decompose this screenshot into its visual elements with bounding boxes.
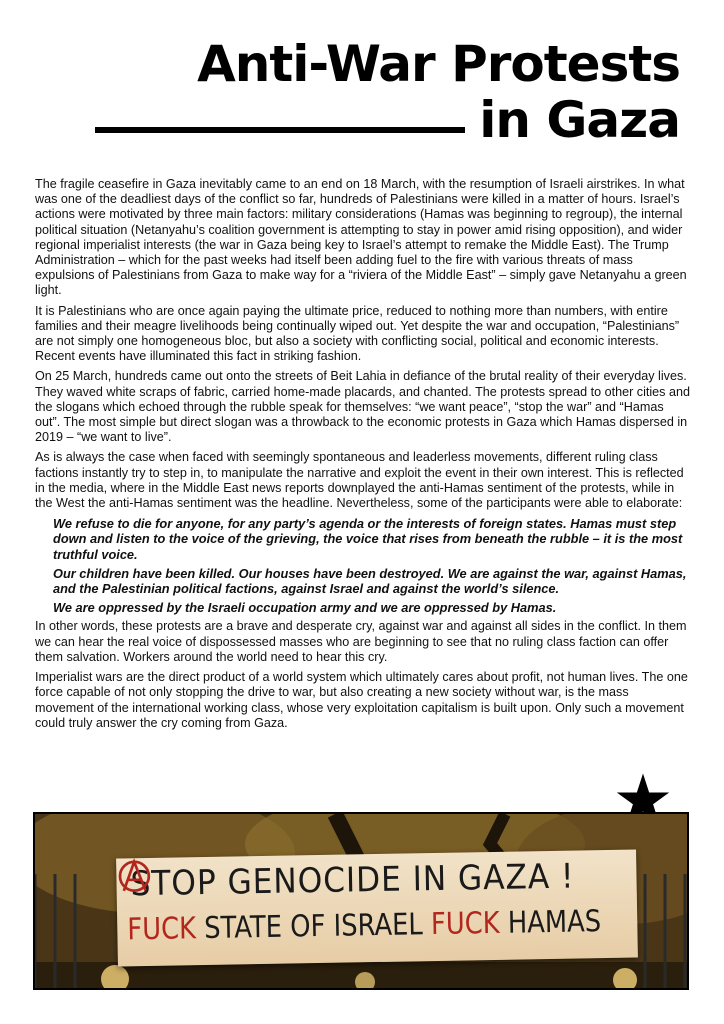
- paragraph: On 25 March, hundreds came out onto the streets of Beit Lahia in defiance of the brutal reality of their everyday lives. They waved white scraps of fabric, carried home-made placards, and chanted. The protests spread to other cities and the slogans which echoed through the rubble speak for themselves: “we want peace”, “stop the war” and “Hamas out”. The most simple but direct slogan was a throwback to the economic protests in Gaza which Hamas dispersed in 2019 – “we want to live”.: [35, 369, 690, 445]
- anarchy-symbol-icon: [116, 858, 153, 895]
- page-title: [95, 36, 680, 148]
- banner-word: FUCK: [127, 911, 197, 948]
- quote: We refuse to die for anyone, for any party’s agenda or the interests of foreign states. Hamas must step down and listen to the voice of the grieving, the voice that rises from beneath the rubble – it is the most truthful voice.: [53, 516, 683, 562]
- paragraph: In other words, these protests are a brave and desperate cry, against war and against all sides in the conflict. In them we can hear the real voice of dispossessed masses who are beginning to see that no ruling class faction can offer them salvation. Workers around the world need to hear this cry.: [35, 619, 687, 664]
- banner-line-1: STOP GENOCIDE IN GAZA !: [130, 856, 575, 905]
- paragraph: It is Palestinians who are once again paying the ultimate price, reduced to nothing more than numbers, with entire families and their meagre livelihoods being continually wiped out. Yet despite the war and occupation, “Palestinians” are not simply one homogeneous bloc, but also a society with conflicting social, political and economic interests. Recent events have illuminated this fact in striking fashion.: [35, 303, 680, 364]
- banner-word: FUCK: [430, 905, 500, 943]
- quote: Our children have been killed. Our houses have been destroyed. We are against the war, against Hamas, and the Palestinian political factions, against Israel and against the world’s silence.: [53, 565, 687, 597]
- banner-word: STATE OF ISRAEL: [195, 907, 432, 947]
- paragraph: As is always the case when faced with seemingly spontaneous and leaderless movements, different ruling class factions instantly try to step in, to manipulate the narrative and exploit the event in their own interest. This is reflected in the media, where in the Middle East news reports downplayed the anti-Hamas sentiment of the protests, while in the West the anti-Hamas sentiment was the headline. Nevertheless, some of the participants were able to elaborate:: [35, 450, 684, 511]
- banner-line-2: [127, 904, 602, 948]
- article-body: [35, 177, 690, 736]
- title-line-2: in Gaza: [479, 91, 680, 149]
- paragraph: Imperialist wars are the direct product of a world system which ultimately cares about profit, not human lives. The one force capable of not only stopping the drive to war, but also creating a new society without war, is the mass movement of the international working class, whose very exploitation capitalism is built upon. Only such a movement could truly answer the cry coming from Gaza.: [35, 670, 688, 730]
- quote: We are oppressed by the Israeli occupation army and we are oppressed by Hamas.: [53, 600, 557, 616]
- protest-banner: [116, 849, 638, 966]
- banner-word: HAMAS: [499, 904, 602, 941]
- protest-photo: [33, 812, 689, 990]
- title-rule: [95, 127, 465, 133]
- title-line-1: Anti-War Protests: [197, 35, 680, 93]
- paragraph: The fragile ceasefire in Gaza inevitably came to an end on 18 March, with the resumption of Israeli airstrikes. In what was one of the deadliest days of the conflict so far, hundreds of Palestinians were killed in a matter of hours. Israel’s actions were motivated by three main factors: military considerations (Hamas was beginning to regroup), the internal political situation (Netanyahu’s coalition government is attempting to stay in power amid rising opposition), and wider regional imperialist interests (the war in Gaza being key to Israel’s attempt to remake the Middle East). The Trump Administration – which for the past weeks had itself been adding fuel to the fire with various threats of mass expulsions of Palestinians from Gaza to make way for a “riviera of the Middle East” – simply gave Netanyahu a green light.: [35, 177, 687, 298]
